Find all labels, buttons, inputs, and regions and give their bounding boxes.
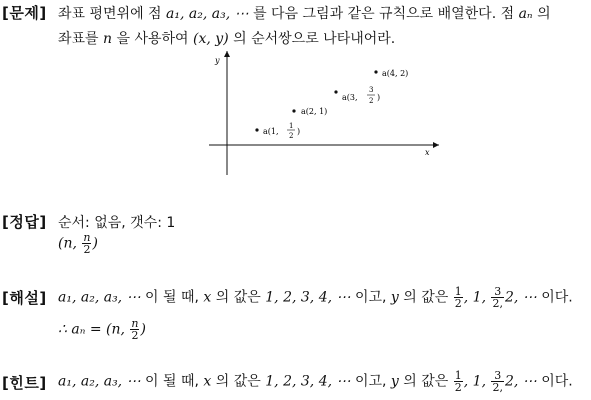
conclusion-math: ∴ aₙ = (n, — [58, 321, 130, 338]
sequence-math: a₁, a₂, a₃, ⋯ — [58, 373, 141, 390]
point-a1-label: a(1, — [263, 127, 279, 136]
point-a1-num: 1 — [289, 122, 294, 130]
point-a1 — [255, 122, 300, 140]
point-a4-label: a(4, 2) — [382, 69, 409, 78]
hint-text: 의 값은 — [403, 373, 449, 390]
point-a3-num: 3 — [369, 86, 374, 94]
explanation-label: [해설] — [2, 289, 47, 307]
sep-math: , 1, — [463, 373, 491, 390]
point-a2 — [292, 107, 327, 116]
hint-text: 이 될 때, — [145, 373, 199, 390]
explanation-line-1 — [58, 286, 573, 309]
answer-frac-num: n — [83, 231, 91, 244]
frac-num: 3 — [491, 370, 504, 382]
hint-text: 이다. — [541, 373, 573, 390]
problem-text: 의 순서쌍으로 나타내어라. — [233, 31, 396, 47]
x-values-math: 1, 2, 3, 4, ⋯ — [265, 373, 351, 390]
problem-text: 를 다음 그림과 같은 규칙으로 배열한다. 점 — [253, 6, 515, 22]
answer-math-open: (n, — [58, 235, 82, 252]
x-math: x — [203, 373, 212, 390]
tail-math: 2, ⋯ — [504, 289, 537, 306]
problem-text: 좌표 평면위에 점 — [58, 6, 162, 22]
n-math: n — [103, 31, 113, 47]
explanation-text: 이고, — [354, 289, 387, 306]
frac-den: 2 — [454, 297, 462, 310]
tail-math: 2, ⋯ — [504, 373, 537, 390]
point-a2-label: a(2, 1) — [301, 107, 328, 116]
x-math: x — [203, 289, 212, 306]
xy-math: (x, y) — [193, 31, 229, 47]
frac-num: 1 — [454, 369, 462, 382]
point-a3-den: 2 — [369, 97, 374, 105]
fraction-one-half — [454, 286, 463, 309]
explanation-text: 이다. — [541, 289, 573, 306]
y-axis-label: y — [215, 56, 220, 65]
explanation-text: 이 될 때, — [145, 289, 199, 306]
y-math: y — [390, 289, 399, 306]
sep-math: , 1, — [463, 289, 491, 306]
sequence-math: a₁, a₂, a₃, ⋯ — [166, 6, 249, 22]
problem-text: 좌표를 — [58, 31, 99, 47]
explanation-conclusion — [58, 318, 146, 341]
point-a1-den: 2 — [289, 132, 294, 140]
explanation-text: 의 값은 — [215, 289, 261, 306]
point-a3-label: a(3, — [342, 93, 358, 102]
problem-text: 을 사용하여 — [116, 31, 189, 47]
problem-text: 의 — [537, 6, 551, 22]
fraction-three-half — [491, 286, 504, 309]
point-a3-close: ) — [377, 93, 381, 102]
answer-line-1: 순서: 없음, 갯수: 1 — [58, 215, 176, 231]
sequence-math: a₁, a₂, a₃, ⋯ — [58, 289, 141, 306]
point-a3 — [334, 86, 380, 105]
explanation-text: 의 값은 — [403, 289, 449, 306]
conclusion-close: ) — [140, 321, 146, 338]
x-values-math: 1, 2, 3, 4, ⋯ — [265, 289, 351, 306]
an-math: aₙ — [518, 6, 533, 22]
frac-den: 2, — [492, 381, 503, 394]
hint-label: [힌트] — [2, 374, 47, 392]
answer-math-close: ) — [92, 235, 98, 252]
conclusion-fraction — [130, 318, 139, 341]
fraction-three-half — [491, 370, 504, 393]
frac-den: 2 — [454, 381, 462, 394]
frac-num: n — [131, 317, 139, 330]
hint-text: 의 값은 — [215, 373, 261, 390]
y-math: y — [390, 373, 399, 390]
frac-num: 3 — [491, 286, 504, 298]
problem-line-1 — [58, 3, 551, 23]
answer-frac-den: 2 — [83, 243, 91, 256]
answer-label: [정답] — [2, 213, 47, 231]
fraction-one-half — [454, 370, 463, 393]
frac-den: 2, — [492, 297, 503, 310]
hint-line-1 — [58, 370, 573, 393]
answer-fraction — [82, 232, 91, 255]
point-a1-close: ) — [297, 127, 301, 136]
hint-text: 이고, — [354, 373, 387, 390]
frac-num: 1 — [454, 285, 462, 298]
point-a4 — [374, 69, 408, 78]
x-axis-label: x — [425, 148, 430, 157]
answer-line-2 — [58, 232, 98, 255]
coordinate-figure — [195, 45, 455, 180]
frac-den: 2 — [131, 329, 139, 342]
problem-label: [문제] — [2, 4, 47, 22]
